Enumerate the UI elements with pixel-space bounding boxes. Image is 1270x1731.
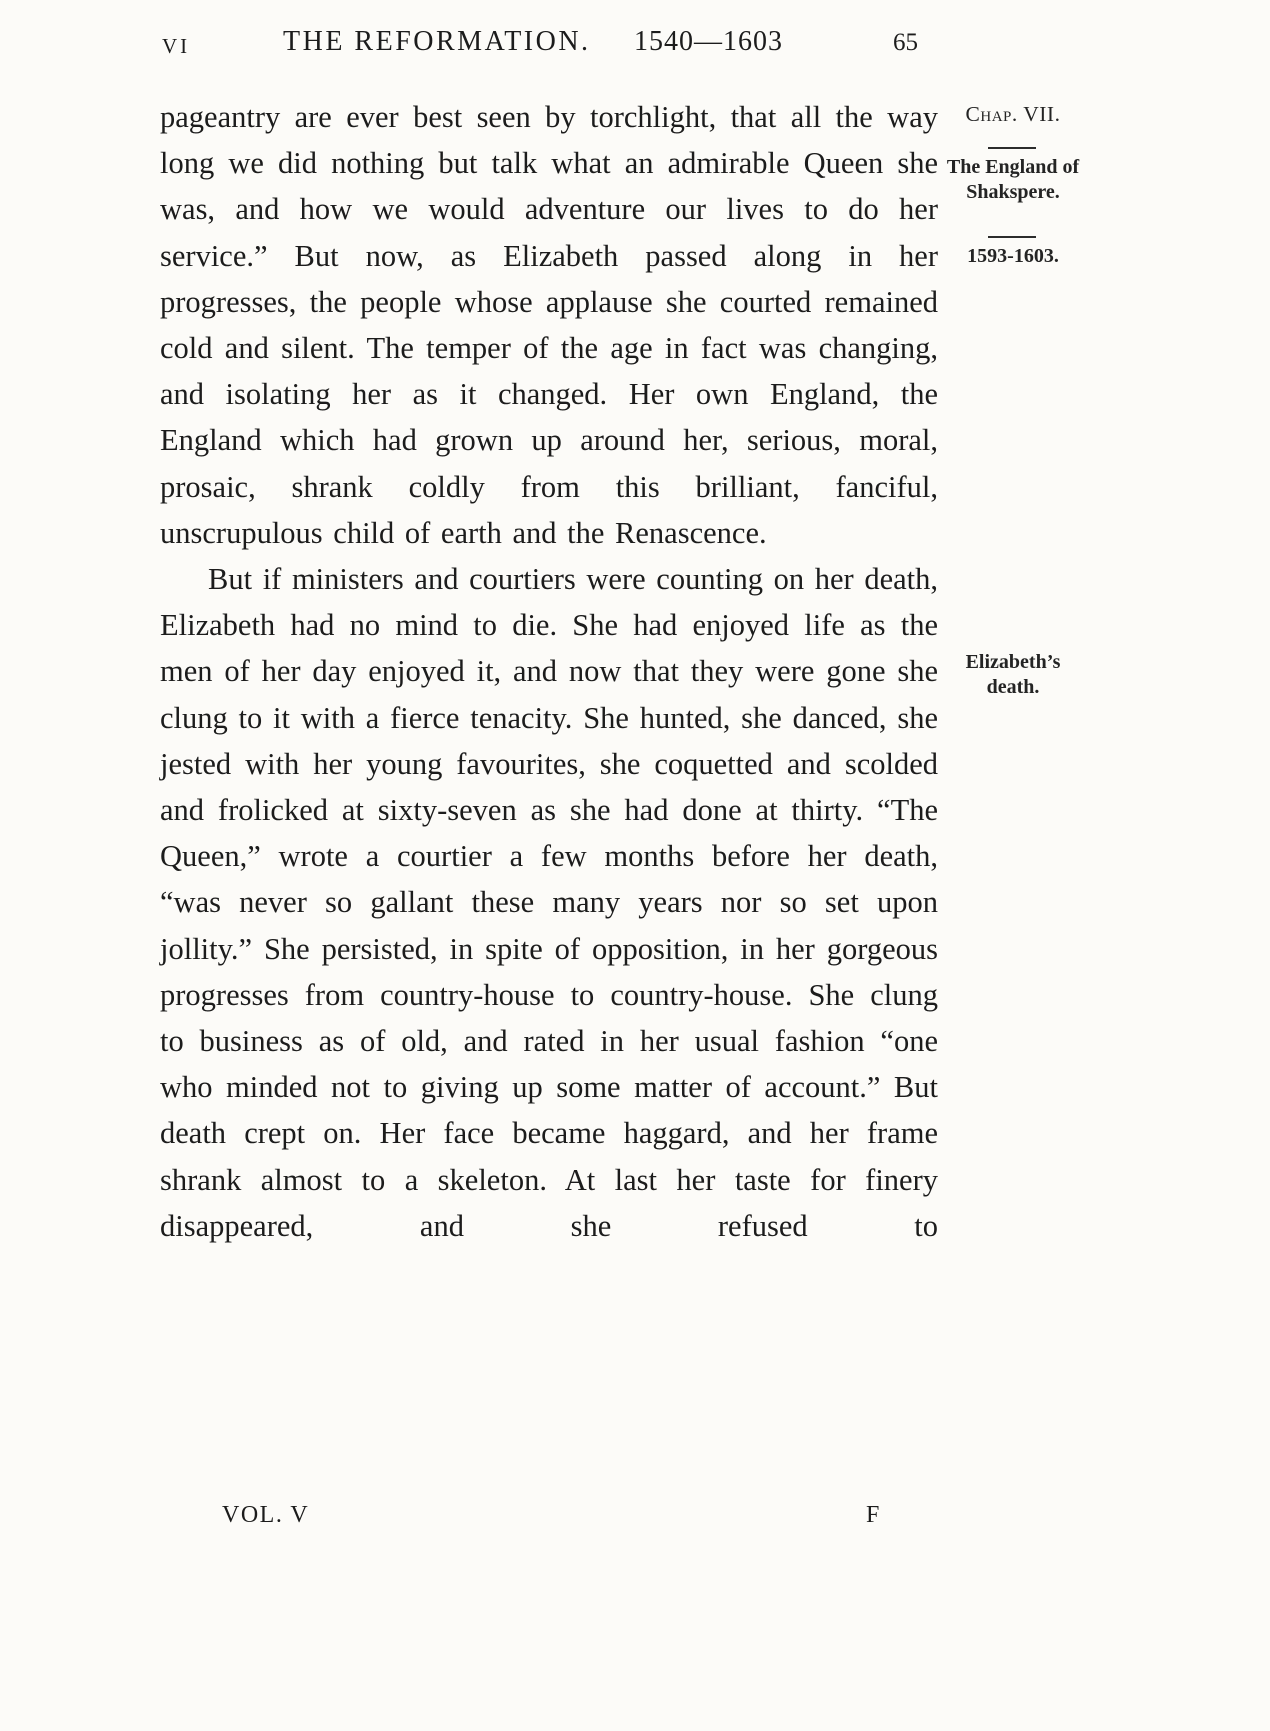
paragraph-continuation: pageantry are ever best seen by torchlight, that all the way long we did nothing but talk what an admirable Queen she was, and how we would adventure our lives to do her service.” But now, as Elizabeth passed along in her progresses, the people whose applause she courted remained cold and silent. The temper of the age in fact was changing, and isolating her as it changed. Her own England, the England which had grown up around her, serious, moral, prosaic, shrank coldly from this brilliant, fanciful, unscrupulous child of earth and the Renascence. [160,100,938,550]
running-header [0,26,1270,68]
body-text-column [160,94,938,1249]
page-number: 65 [893,29,918,56]
sidenote-divider-top [988,147,1036,149]
sidenote-divider-bottom [988,236,1036,238]
sidenote-chapter: Chap. VII. [965,102,1061,126]
sidenote-england-of-shakspere: The England of Shakspere. [946,156,1080,203]
running-title: THE REFORMATION. [283,26,591,57]
chapter-numeral: VI [162,34,191,58]
sidenote-dates: 1593-1603. [967,245,1059,267]
footer-volume-label: VOL. V [222,1502,310,1528]
footer-printers-signature: F [866,1502,880,1528]
sidenote-elizabeths-death: Elizabeth’s death. [965,651,1061,698]
paragraph-elizabeths-death: But if ministers and courtiers were counting on her death, Elizabeth had no mind to die. She had enjoyed life as the men of her day enjoyed it, and now that they were gone she clung to it with a fierce tenacity. She hunted, she danced, she jested with her young favourites, she coquetted and scolded and frolicked at sixty-seven as she had done at thirty. “The Queen,” wrote a courtier a few months before her death, “was never so gallant these many years nor so set upon jollity.” She persisted, in spite of opposition, in her gorgeous progresses from country-house to country-house. She clung to business as of old, and rated in her usual fashion “one who minded not to giving up some matter of account.” But death crept on. Her face became haggard, and her frame shrank almost to a skeleton. At last her taste for finery disappeared, and she refused to [160,562,939,1243]
header-date-range: 1540—1603 [634,26,783,57]
